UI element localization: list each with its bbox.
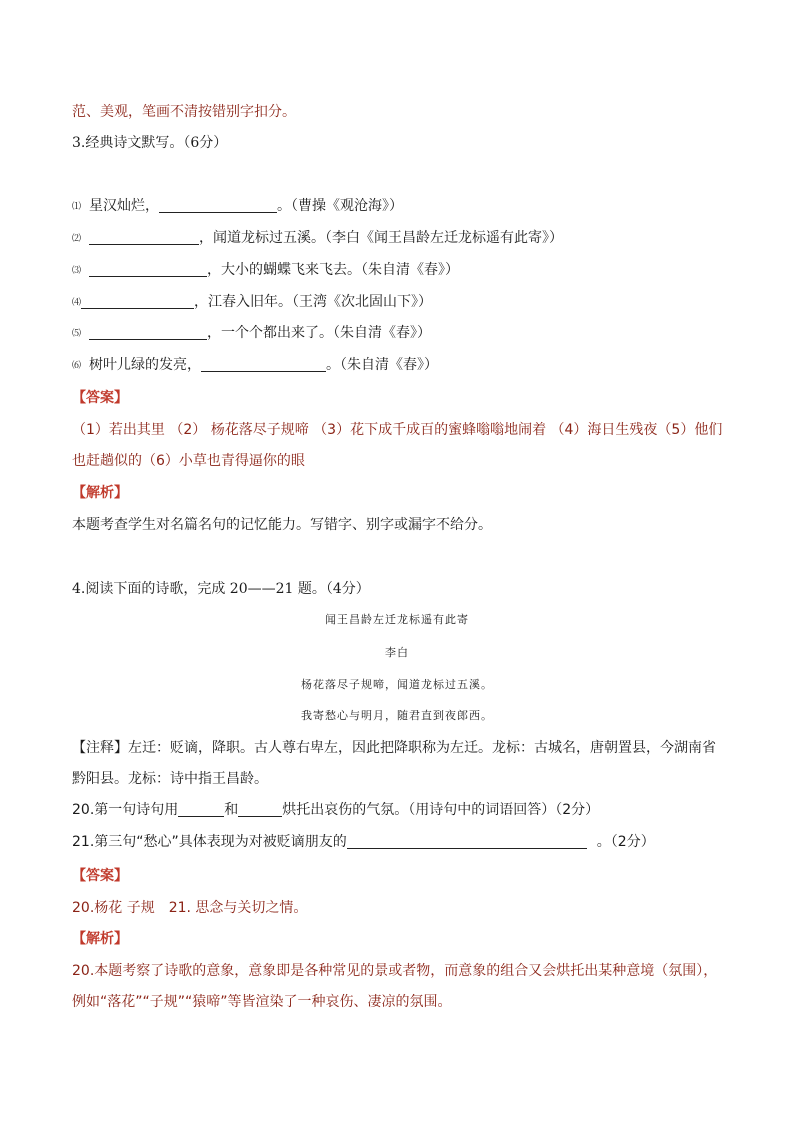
item-number: ⑷ [72, 298, 82, 308]
item-number: ⑸ [72, 329, 82, 339]
answer-blank[interactable] [89, 230, 199, 245]
answer-blank[interactable] [178, 802, 224, 817]
answer-blank[interactable] [159, 198, 277, 213]
fill-item-4: ⑷ ，江春入旧年。（王湾《次北固山下》） [72, 294, 433, 310]
fill-item-2: ⑵ ，闻道龙标过五溪。（李白《闻王昌龄左迁龙标遥有此寄》） [72, 230, 564, 246]
answer-blank[interactable] [89, 262, 207, 277]
answer-label: 【答案】 [72, 868, 128, 884]
fill-item-1: ⑴ 星汉灿烂， 。（曹操《观沧海》） [72, 198, 404, 214]
item-number: ⑵ [72, 234, 82, 244]
question-3-title: 3.经典诗文默写。（6分） [72, 135, 228, 151]
answer-blank[interactable] [81, 294, 194, 309]
analysis-text: 本题考查学生对名篇名句的记忆能力。写错字、别字或漏字不给分。 [72, 517, 492, 533]
analysis-text-line: 20.本题考察了诗歌的意象，意象即是各种常见的景或者物，而意象的组合又会烘托出某种意境（氛围）， [72, 963, 718, 979]
item-number: ⑹ [72, 361, 82, 371]
poem-title: 闻王昌龄左迁龙标遥有此寄 [325, 613, 469, 626]
poem-line: 杨花落尽子规啼，闻道龙标过五溪。 [301, 678, 493, 691]
answer-text-line: （1）若出其里 （2） 杨花落尽子规啼 （3）花下成千成百的蜜蜂嗡嗡地闹着 （4）海日生残夜（5）他们 [72, 422, 723, 438]
analysis-text-line: 例如“落花”“子规”“猿啼”等皆渲染了一种哀伤、凄凉的氛围。 [72, 994, 452, 1010]
item-number: ⑴ [72, 202, 82, 212]
question-21: 21.第三句“愁心”具体表现为对被贬谪朋友的 。（2分） [72, 834, 655, 850]
analysis-label: 【解析】 [72, 485, 128, 501]
fill-item-3: ⑶ ，大小的蝴蝶飞来飞去。（朱自清《春》） [72, 262, 460, 278]
answer-blank[interactable] [238, 802, 282, 817]
answer-text: 20.杨花 子规 21. 思念与关切之情。 [72, 900, 308, 916]
question-4-title: 4.阅读下面的诗歌，完成 20——21 题。（4分） [72, 581, 370, 597]
answer-blank[interactable] [89, 325, 207, 340]
item-number: ⑶ [72, 266, 82, 276]
answer-label: 【答案】 [72, 390, 128, 406]
answer-blank[interactable] [347, 834, 587, 849]
answer-text-line: 也赶趟似的（6）小草也青得逼你的眼 [72, 453, 305, 469]
question-20: 20.第一句诗句用 和 烘托出哀伤的气氛。（用诗句中的词语回答）（2分） [72, 802, 600, 818]
continued-text: 范、美观，笔画不清按错别字扣分。 [72, 104, 296, 120]
fill-item-6: ⑹ 树叶儿绿的发亮， 。（朱自清《春》） [72, 357, 439, 373]
note-line: 黔阳县。龙标：诗中指王昌龄。 [72, 771, 268, 787]
answer-blank[interactable] [201, 357, 326, 372]
analysis-label: 【解析】 [72, 931, 128, 947]
poem-line: 我寄愁心与明月，随君直到夜郎西。 [301, 709, 493, 722]
poem-author: 李白 [385, 646, 409, 659]
fill-item-5: ⑸ ，一个个都出来了。（朱自清《春》） [72, 325, 432, 341]
note-line: 【注释】左迁：贬谪，降职。古人尊右卑左，因此把降职称为左迁。龙标：古城名，唐朝置县，今湖南省 [72, 740, 716, 756]
